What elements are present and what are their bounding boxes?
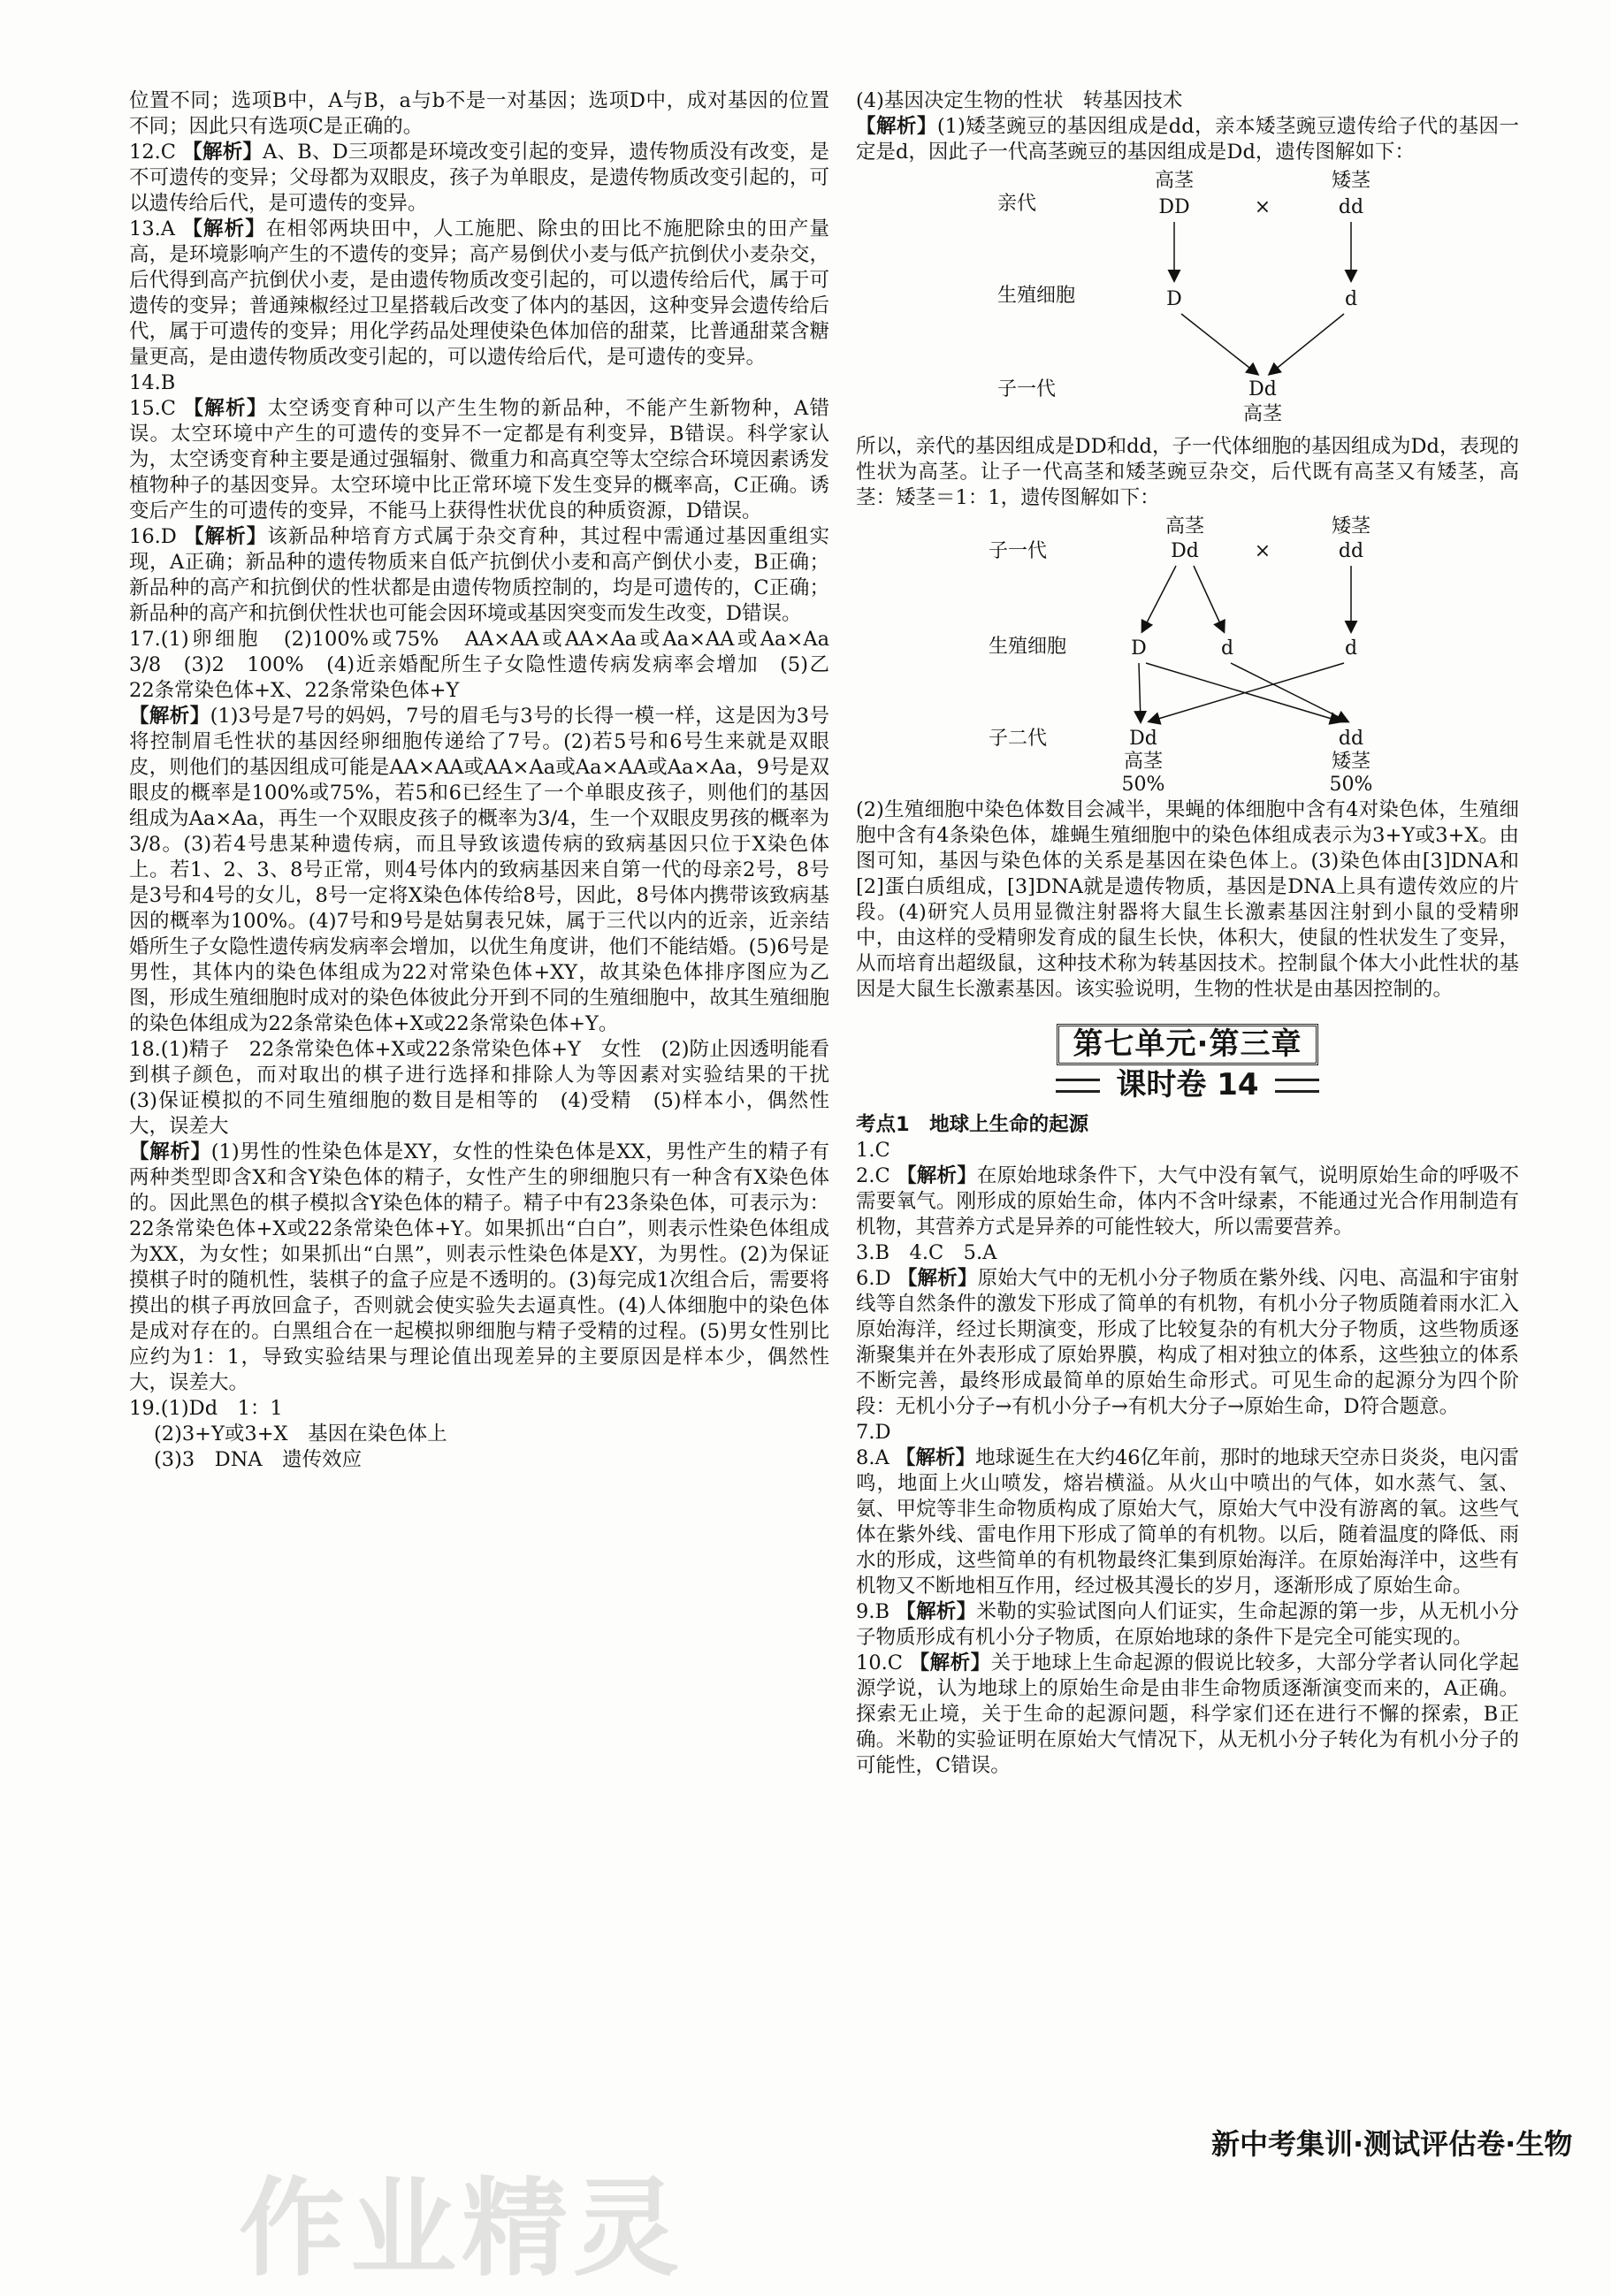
answer-block: (2)3+Y或3+X 基因在染色体上	[154, 1423, 447, 1445]
answer-block: (3)3 DNA 遗传效应	[154, 1448, 363, 1471]
parent-phenotype: 高茎	[1164, 515, 1205, 538]
answer-block: 17.(1)卵细胞 (2)100%或75% AA×AA或AA×Aa或Aa×AA或Aa×Aa 3/8 (3)2 100% (4)近亲婚配所生子女隐性遗传病发病率会增加 (5)乙 22条常染色体+X、22条常染色体+Y	[129, 628, 850, 702]
parent-phenotype: 矮茎	[1331, 515, 1371, 538]
answer-block: 3.B 4.C 5.A	[856, 1241, 997, 1264]
cross-symbol: ×	[1254, 540, 1271, 562]
offspring-phenotype: 高茎	[1123, 751, 1164, 773]
answer-block: (2)生殖细胞中染色体数目会减半，果蝇的体细胞中含有4对染色体，生殖细胞中含有4条染色体，雄蝇生殖细胞中的染色体组成表示为3+Y或3+X。由图可知，基因与染色体的关系是基因在染色体上。(3)染色体由[3]DNA和[2]蛋白质组成，[3]DNA就是遗传物质，基因是DNA上具有遗传效应的片段。(4)研究人员用显微注射器将大鼠生长激素基因注射到小鼠的受精卵中，由这样的受精卵发育成的鼠生长快，体积大，使鼠的性状发生了变异，从而培育出超级鼠，这种技术称为转基因技术。控制鼠个体大小此性状的基因是大鼠生长激素基因。该实验说明，生物的性状是由基因控制的。	[856, 798, 1519, 1001]
answer-block: 14.B	[129, 371, 176, 394]
parent-genotype: dd	[1338, 540, 1364, 562]
offspring-phenotype: 矮茎	[1331, 751, 1371, 773]
row-label: 亲代	[997, 193, 1037, 215]
offspring-ratio: 50%	[1121, 774, 1165, 796]
offspring-genotype: Dd	[1248, 378, 1277, 400]
unit-title: 第七单元·第三章	[1057, 1024, 1318, 1065]
row-label: 生殖细胞	[997, 285, 1076, 307]
offspring-ratio: 50%	[1329, 774, 1373, 796]
answer-block: 2.C 【解析】在原始地球条件下，大气中没有氧气，说明原始生命的呼吸不需要氧气。刚形成的原始生命，体内不含叶绿素，不能通过光合作用制造有机物，其营养方式是异养的可能性较大，所以需要营养。	[856, 1164, 1519, 1239]
section-heading: 考点1 地球上生命的起源	[856, 1113, 1089, 1136]
answer-block: 位置不同；选项B中，A与B，a与b不是一对基因；选项D中，成对基因的位置不同；因此只有选项C是正确的。	[129, 89, 829, 138]
answer-block: 13.A 【解析】在相邻两块田中，人工施肥、除虫的田比不施肥除虫的田产量高，是环境影响产生的不遗传的变异；高产易倒伏小麦与低产抗倒伏小麦杂交，后代得到高产抗倒伏小麦，是由遗传物质改变引起的，可以遗传给后代，属于可遗传的变异；普通辣椒经过卫星搭载后改变了体内的基因，这种变异会遗传给后代，属于可遗传的变异；用化学药品处理使染色体加倍的甜菜，比普通甜菜含糖量更高，是由遗传物质改变引起的，可以遗传给后代，是可遗传的变异。	[129, 217, 829, 369]
answer-block: (4)基因决定生物的性状 转基因技术	[856, 89, 1183, 112]
answer-block: 所以，亲代的基因组成是DD和dd，子一代体细胞的基因组成为Dd，表现的性状为高茎。让子一代高茎和矮茎豌豆杂交，后代既有高茎又有矮茎，高茎：矮茎＝1：1，遗传图解如下：	[856, 435, 1519, 509]
parent-phenotype: 高茎	[1154, 170, 1195, 192]
answer-block: 16.D 【解析】该新品种培育方式属于杂交育种，其过程中需通过基因重组实现，A正确；新品种的遗传物质来自低产抗倒伏小麦和高产倒伏小麦，B正确；新品种的高产和抗倒伏的性状都是由遗传物质控制的，均是可遗传的，C正确；新品种的高产和抗倒伏性状也可能会因环境或基因突变而发生改变，D错误。	[129, 525, 829, 625]
watermark-logo: 作业精灵	[239, 2168, 684, 2291]
gamete: d	[1344, 288, 1358, 310]
offspring-genotype: dd	[1338, 728, 1364, 750]
row-label: 子一代	[997, 378, 1057, 400]
genetic-diagram-2	[856, 513, 1519, 796]
offspring-genotype: Dd	[1129, 728, 1157, 750]
gamete: d	[1344, 637, 1358, 660]
gamete: D	[1131, 637, 1147, 660]
answer-block: 【解析】(1)3号是7号的妈妈，7号的眉毛与3号的长得一模一样，这是因为3号将控制眉毛性状的基因经卵细胞传递给了7号。(2)若5号和6号生来就是双眼皮，则他们的基因组成可能是AA×AA或AA×Aa或Aa×AA或Aa×Aa，9号是双眼皮的概率是100%或75%，若5和6已经生了一个单眼皮孩子，则他们的基因组成为Aa×Aa，再生一个双眼皮孩子的概率为3/4，生一个双眼皮男孩的概率为3/8。(3)若4号患某种遗传病，而且导致该遗传病的致病基因只位于X染色体上。若1、2、3、8号正常，则4号体内的致病基因来自第一代的母亲2号，8号是3号和4号的女儿，8号一定将X染色体传给8号，因此，8号体内携带该致病基因的概率为100%。(4)7号和9号是姑舅表兄妹，属于三代以内的近亲，近亲结婚所生子女隐性遗传病发病率会增加，以优生角度讲，他们不能结婚。(5)6号是男性，其体内的染色体组成为22对常染色体+XY，故其染色体排序图应为乙图，形成生殖细胞时成对的染色体彼此分开到不同的生殖细胞中，故其生殖细胞的染色体组成为22条常染色体+X或22条常染色体+Y。	[129, 705, 829, 1035]
answer-block: 8.A 【解析】地球诞生在大约46亿年前，那时的地球天空赤日炎炎，电闪雷鸣，地面上火山喷发，熔岩横溢。从火山中喷出的气体，如水蒸气、氢、氨、甲烷等非生命物质构成了原始大气，原始大气中没有游离的氧。这些气体在紫外线、雷电作用下形成了简单的有机物。以后，随着温度的降低、雨水的形成，这些简单的有机物最终汇集到原始海洋。在原始海洋中，这些有机物又不断地相互作用，经过极其漫长的岁月，逐渐形成了原始生命。	[856, 1446, 1519, 1598]
answer-block: 【解析】(1)男性的性染色体是XY，女性的性染色体是XX，男性产生的精子有两种类型即含X和含Y染色体的精子，女性产生的卵细胞只有一种含有X染色体的。因此黑色的棋子模拟含Y染色体的精子。精子中有23条染色体，可表示为：22条常染色体+X或22条常染色体+Y。如果抓出“白白”，则表示性染色体组成为XX，为女性；如果抓出“白黑”，则表示性染色体是XY，为男性。(2)为保证摸棋子时的随机性，装棋子的盒子应是不透明的。(3)每完成1次组合后，需要将摸出的棋子再放回盒子，否则就会使实验失去逼真性。(4)人体细胞中的染色体是成对存在的。白黑组合在一起模拟卵细胞与精子受精的过程。(5)男女性别比应约为1：1，导致实验结果与理论值出现差异的主要原因是样本少，偶然性大，误差大。	[129, 1140, 829, 1394]
cross-symbol: ×	[1254, 196, 1271, 218]
right-column	[856, 88, 1519, 1779]
row-label: 子二代	[989, 728, 1048, 750]
lesson-title: 课时卷 14	[856, 1072, 1519, 1098]
parent-phenotype: 矮茎	[1331, 170, 1371, 192]
page-footer: 新中考集训·测试评估卷·生物	[1211, 2127, 1573, 2161]
answer-block: 6.D 【解析】原始大气中的无机小分子物质在紫外线、闪电、高温和宇宙射线等自然条件的激发下形成了简单的有机物，有机小分子物质随着雨水汇入原始海洋，经过长期演变，形成了比较复杂的有机大分子物质，这些物质逐渐聚集并在外表形成了原始界膜，构成了相对独立的体系，这些独立的体系不断完善，最终形成最简单的原始生命形式。可见生命的起源分为四个阶段：无机小分子→有机小分子→有机大分子→原始生命，D符合题意。	[856, 1267, 1519, 1418]
gamete: D	[1166, 288, 1182, 310]
answer-block: 18.(1)精子 22条常染色体+X或22条常染色体+Y 女性 (2)防止因透明能看到棋子颜色，而对取出的棋子进行选择和排除人为等因素对实验结果的干扰 (3)保证模拟的不同生殖细胞的数目是相等的 (4)受精 (5)样本小，偶然性大，误差大	[129, 1038, 850, 1138]
answer-block: 7.D	[856, 1421, 891, 1444]
answer-block: 9.B 【解析】米勒的实验试图向人们证实，生命起源的第一步，从无机小分子物质形成有机小分子物质，在原始地球的条件下是完全可能实现的。	[856, 1600, 1519, 1649]
parent-genotype: DD	[1158, 196, 1190, 218]
answer-block: 15.C 【解析】太空诱变育种可以产生生物的新品种，不能产生新物种，A错误。太空环境中产生的可遗传的变异不一定都是有利变异，B错误。科学家认为，太空诱变育种主要是通过强辐射、微重力和高真空等太空综合环境因素诱发植物种子的基因变异。太空环境中比正常环境下发生变异的概率高，C正确。诱变后产生的可遗传的变异，不能马上获得性状优良的种质资源，D错误。	[129, 397, 830, 523]
row-label: 生殖细胞	[989, 636, 1067, 658]
answer-block: 10.C 【解析】关于地球上生命起源的假说比较多，大部分学者认同化学起源学说，认为地球上的原始生命是由非生命物质逐渐演变而来的，A正确。探索无止境，关于生命的起源问题，科学家们还在进行不懈的探索，B正确。米勒的实验证明在原始大气情况下，从无机小分子转化为有机小分子的可能性，C错误。	[856, 1651, 1519, 1777]
offspring-phenotype: 高茎	[1242, 403, 1283, 425]
answer-block: 12.C 【解析】A、B、D三项都是环境改变引起的变异，遗传物质没有改变，是不可遗传的变异；父母都为双眼皮，孩子为单眼皮，是遗传物质改变引起的，可以遗传给后代，是可遗传的变异。	[129, 141, 829, 215]
answer-block: 19.(1)Dd 1：1	[129, 1397, 283, 1420]
left-column	[129, 88, 850, 1473]
gamete: d	[1220, 637, 1234, 660]
parent-genotype: dd	[1338, 196, 1364, 218]
row-label: 子一代	[989, 540, 1048, 562]
answer-block: 【解析】(1)矮茎豌豆的基因组成是dd，亲本矮茎豌豆遗传给子代的基因一定是d，因此子一代高茎豌豆的基因组成是Dd，遗传图解如下：	[856, 115, 1519, 164]
parent-genotype: Dd	[1171, 540, 1199, 562]
answer-block: 1.C	[856, 1139, 890, 1162]
genetic-diagram-1	[856, 167, 1519, 432]
